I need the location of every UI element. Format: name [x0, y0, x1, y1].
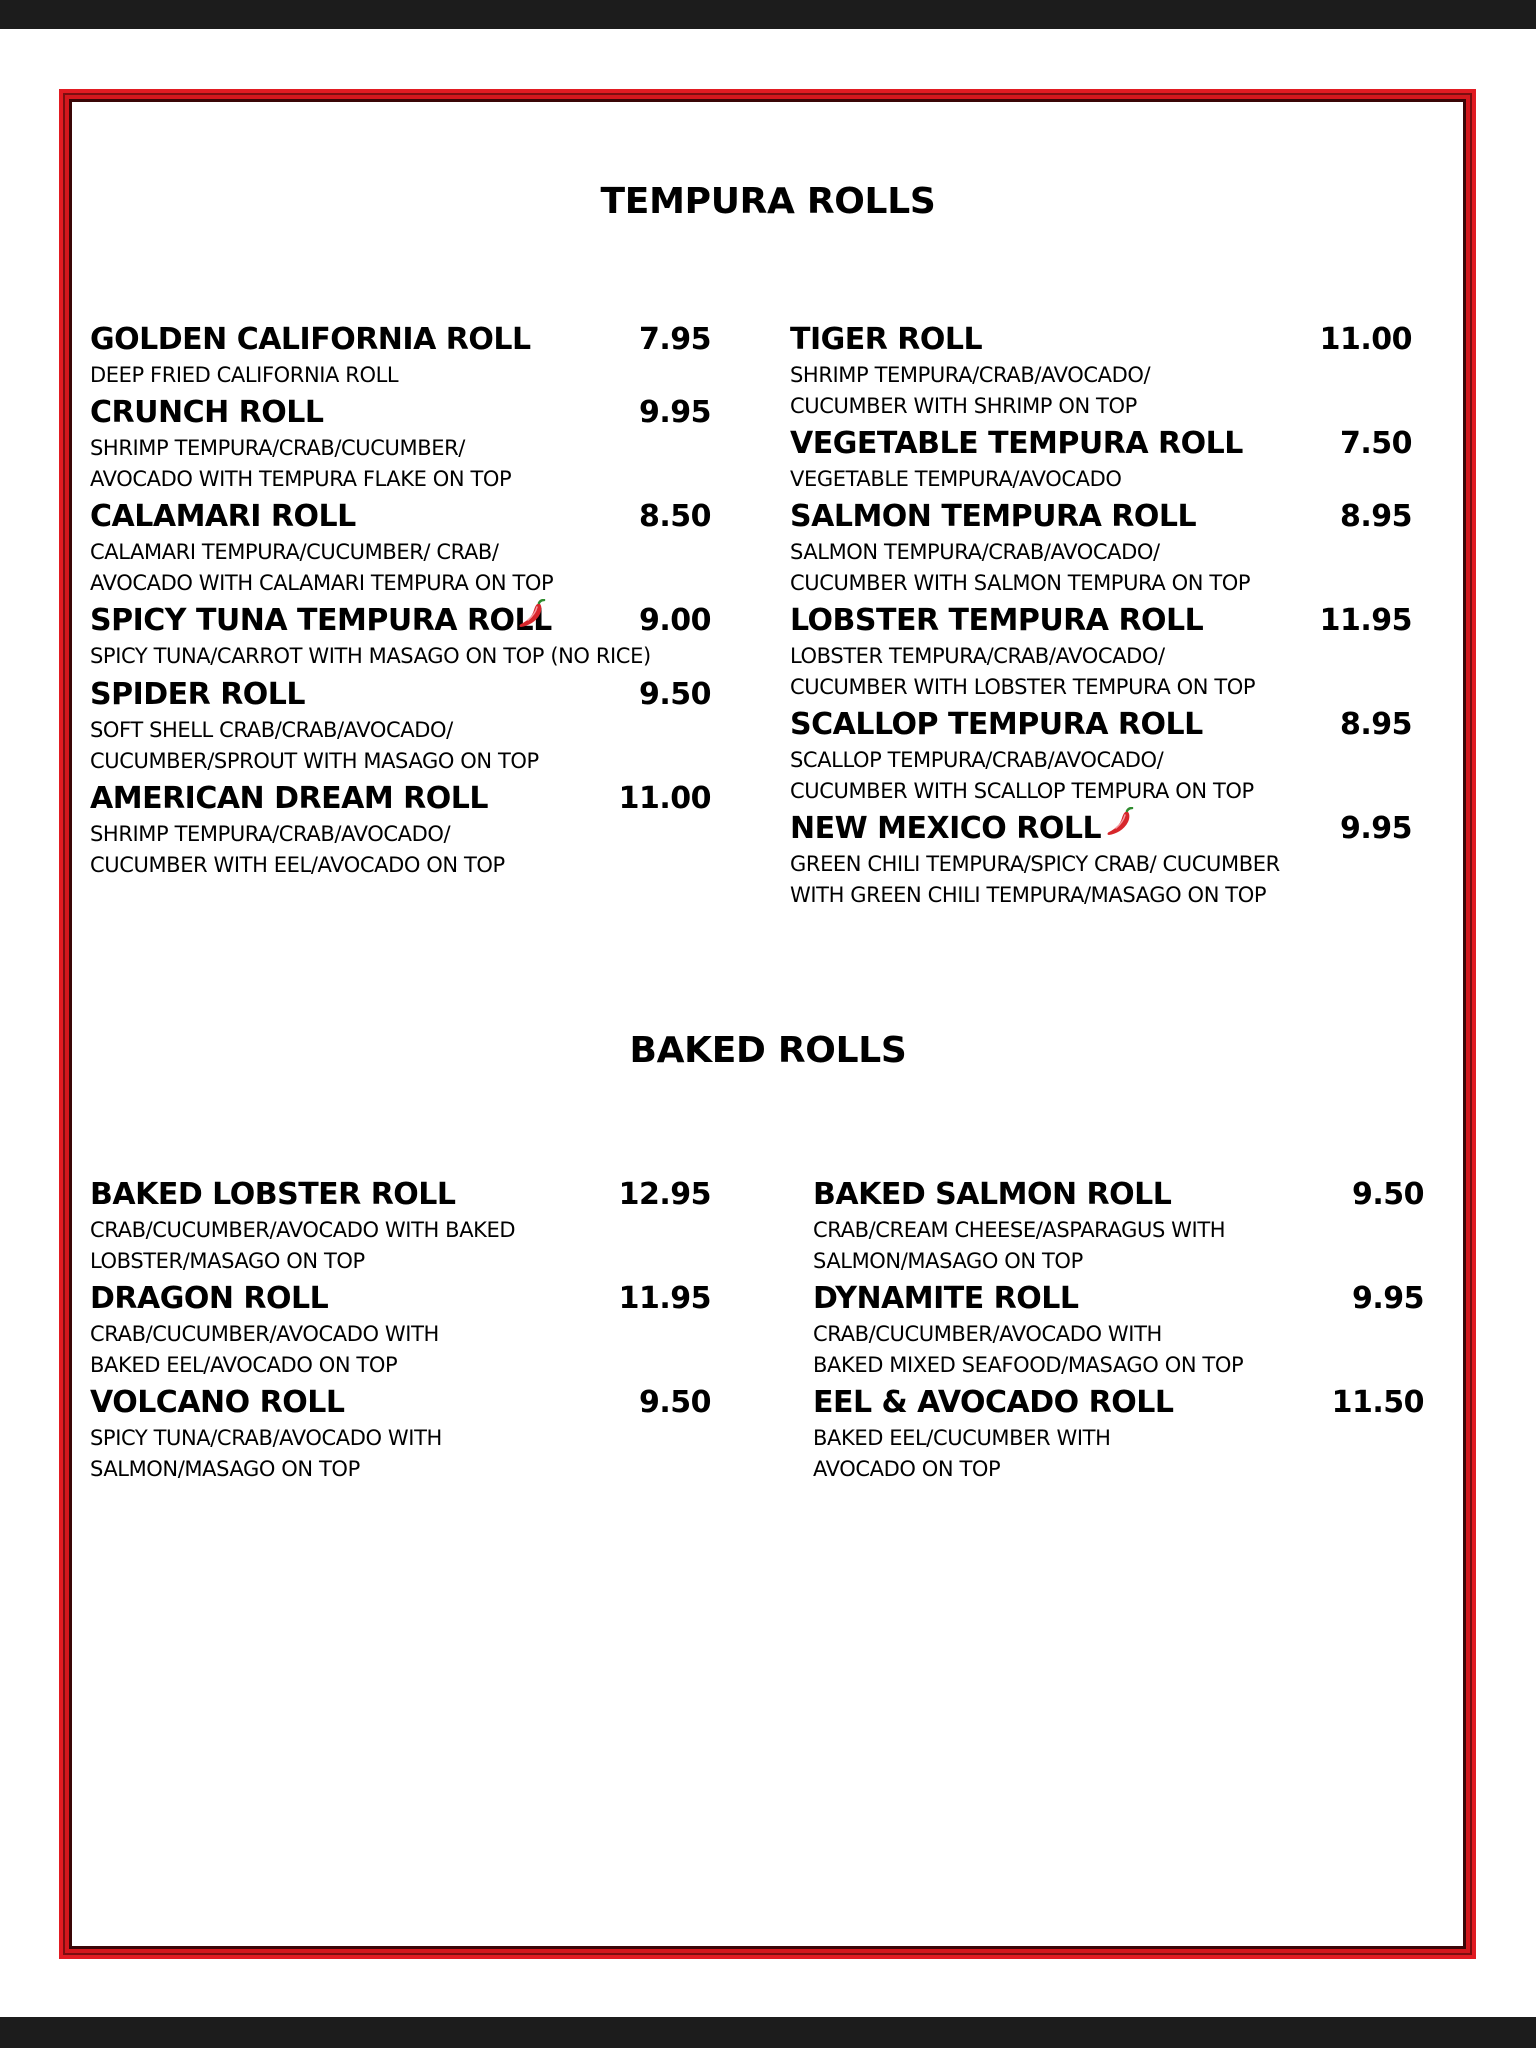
menu-item-name: AMERICAN DREAM ROLL	[90, 781, 488, 816]
menu-item-description: LOBSTER/MASAGO ON TOP	[90, 1248, 365, 1273]
top-black-bar	[0, 0, 1536, 29]
menu-item-name: SPICY TUNA TEMPURA ROLL	[90, 603, 552, 638]
menu-item-name: TIGER ROLL	[790, 322, 983, 357]
menu-item-price: 11.95	[618, 1281, 711, 1316]
menu-item-price: 7.95	[638, 322, 711, 357]
menu-item-description: CUCUMBER WITH SCALLOP TEMPURA ON TOP	[790, 778, 1254, 803]
menu-item-description: AVOCADO ON TOP	[813, 1456, 1001, 1481]
menu-item-name: BAKED SALMON ROLL	[813, 1177, 1172, 1212]
menu-item-description: WITH GREEN CHILI TEMPURA/MASAGO ON TOP	[790, 882, 1267, 907]
menu-item-description: CALAMARI TEMPURA/CUCUMBER/ CRAB/	[90, 540, 499, 564]
menu-item-price: 7.50	[1339, 426, 1412, 461]
menu-item-description: SOFT SHELL CRAB/CRAB/AVOCADO/	[90, 718, 453, 742]
menu-item-description: SALMON TEMPURA/CRAB/AVOCADO/	[790, 540, 1160, 564]
menu-item-price: 9.95	[1351, 1281, 1424, 1316]
menu-item-description: AVOCADO WITH TEMPURA FLAKE ON TOP	[90, 466, 512, 491]
menu-item-name: DYNAMITE ROLL	[813, 1281, 1079, 1316]
menu-item-price: 9.95	[1339, 811, 1412, 846]
menu-item-description: SHRIMP TEMPURA/CRAB/CUCUMBER/	[90, 436, 465, 460]
menu-item-price: 8.95	[1339, 707, 1412, 742]
menu-item-price: 9.95	[638, 395, 711, 430]
menu-item-name: CALAMARI ROLL	[90, 499, 356, 534]
menu-item-price: 11.00	[618, 781, 711, 816]
menu-item-price: 8.95	[1339, 499, 1412, 534]
menu-item-description: BAKED EEL/CUCUMBER WITH	[813, 1426, 1111, 1450]
menu-item-description: AVOCADO WITH CALAMARI TEMPURA ON TOP	[90, 570, 554, 595]
menu-item-name: LOBSTER TEMPURA ROLL	[790, 603, 1204, 638]
menu-item-name: NEW MEXICO ROLL	[790, 811, 1102, 846]
menu-item-name: DRAGON ROLL	[90, 1281, 329, 1316]
chili-pepper-icon	[1106, 807, 1134, 837]
menu-item-price: 11.95	[1319, 603, 1412, 638]
menu-item-name: VOLCANO ROLL	[90, 1385, 345, 1420]
menu-item-name: SCALLOP TEMPURA ROLL	[790, 707, 1203, 742]
menu-item-name: GOLDEN CALIFORNIA ROLL	[90, 322, 531, 357]
menu-item-price: 9.50	[1351, 1177, 1424, 1212]
menu-item-description: CUCUMBER WITH SHRIMP ON TOP	[790, 393, 1137, 418]
menu-item-description: GREEN CHILI TEMPURA/SPICY CRAB/ CUCUMBER	[790, 852, 1280, 876]
menu-item-description: CUCUMBER WITH LOBSTER TEMPURA ON TOP	[790, 674, 1256, 699]
menu-item-description: CUCUMBER WITH SALMON TEMPURA ON TOP	[790, 570, 1251, 595]
menu-item-description: BAKED MIXED SEAFOOD/MASAGO ON TOP	[813, 1352, 1244, 1377]
bottom-black-bar	[0, 2017, 1536, 2048]
menu-item-description: DEEP FRIED CALIFORNIA ROLL	[90, 363, 399, 387]
menu-item-description: SHRIMP TEMPURA/CRAB/AVOCADO/	[790, 363, 1151, 387]
menu-item-description: SALMON/MASAGO ON TOP	[90, 1456, 360, 1481]
menu-item-price: 11.00	[1319, 322, 1412, 357]
menu-item-description: SPICY TUNA/CRAB/AVOCADO WITH	[90, 1426, 442, 1450]
menu-item-description: CRAB/CUCUMBER/AVOCADO WITH BAKED	[90, 1218, 516, 1242]
menu-item-description: CUCUMBER WITH EEL/AVOCADO ON TOP	[90, 852, 505, 877]
section-title-tempura-rolls: TEMPURA ROLLS	[600, 181, 936, 222]
menu-item-name: SALMON TEMPURA ROLL	[790, 499, 1197, 534]
menu-item-name: EEL & AVOCADO ROLL	[813, 1385, 1174, 1420]
menu-item-description: LOBSTER TEMPURA/CRAB/AVOCADO/	[790, 644, 1165, 668]
menu-item-description: SHRIMP TEMPURA/CRAB/AVOCADO/	[90, 822, 451, 846]
menu-item-description: CUCUMBER/SPROUT WITH MASAGO ON TOP	[90, 748, 539, 773]
section-title-baked-rolls: BAKED ROLLS	[629, 1030, 907, 1071]
menu-item-name: BAKED LOBSTER ROLL	[90, 1177, 456, 1212]
menu-item-price: 11.50	[1331, 1385, 1424, 1420]
menu-item-price: 8.50	[638, 499, 711, 534]
menu-item-price: 9.50	[638, 1385, 711, 1420]
menu-item-name: CRUNCH ROLL	[90, 395, 324, 430]
menu-item-price: 9.50	[638, 677, 711, 712]
menu-item-description: BAKED EEL/AVOCADO ON TOP	[90, 1352, 398, 1377]
menu-item-description: VEGETABLE TEMPURA/AVOCADO	[790, 467, 1122, 491]
menu-item-name: VEGETABLE TEMPURA ROLL	[790, 426, 1243, 461]
menu-item-price: 12.95	[618, 1177, 711, 1212]
menu-item-description: CRAB/CUCUMBER/AVOCADO WITH	[90, 1322, 439, 1346]
chili-pepper-icon	[518, 599, 546, 629]
menu-item-description: CRAB/CUCUMBER/AVOCADO WITH	[813, 1322, 1162, 1346]
menu-item-price: 9.00	[638, 603, 711, 638]
menu-item-description: CRAB/CREAM CHEESE/ASPARAGUS WITH	[813, 1218, 1226, 1242]
menu-item-description: SCALLOP TEMPURA/CRAB/AVOCADO/	[790, 748, 1164, 772]
menu-item-name: SPIDER ROLL	[90, 677, 306, 712]
menu-item-description: SPICY TUNA/CARROT WITH MASAGO ON TOP (NO RICE)	[90, 644, 651, 668]
menu-item-description: SALMON/MASAGO ON TOP	[813, 1248, 1083, 1273]
